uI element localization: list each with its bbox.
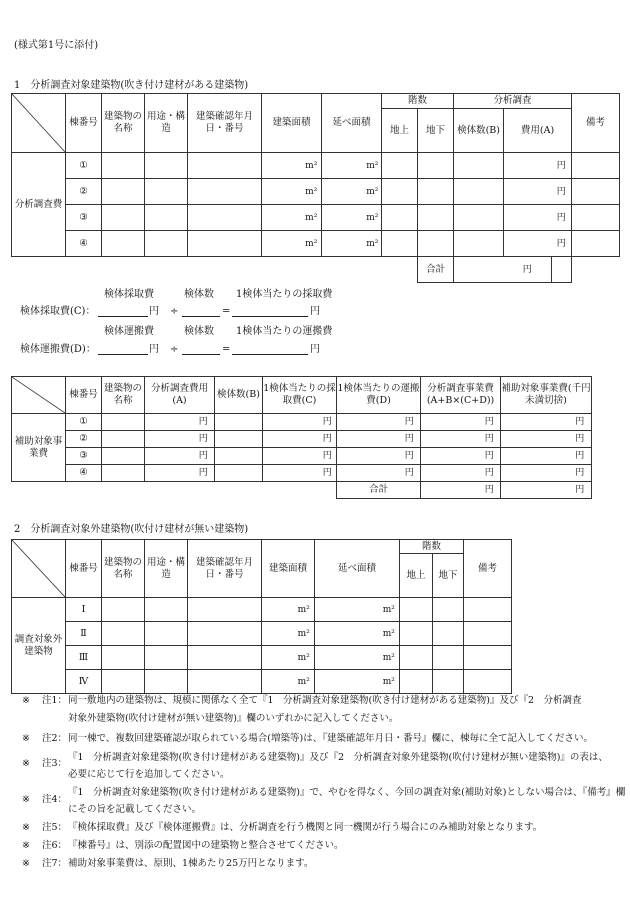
unit-m2: m² — [294, 598, 315, 622]
cell-input[interactable] — [262, 153, 302, 179]
header-area: 建築面積 — [262, 540, 315, 598]
cell-input[interactable] — [315, 622, 379, 646]
section2-title: 2 分析調査対象外建築物(吹付け建材が無い建築物) — [14, 524, 249, 535]
note-text: 対象外建築物(吹付け建材が無い建築物)』欄のいずれかに記入してください。 — [68, 713, 399, 724]
yen-label: 円 — [149, 344, 159, 355]
note-text: 同一棟で、複数回建築確認が取られている場合(増築等)は、『建築確認年月日・番号』欄に、棟毎に全て記入してください。 — [68, 733, 593, 744]
cell-input[interactable] — [145, 622, 188, 646]
cell-input[interactable] — [215, 414, 263, 431]
header-floors: 階数 — [382, 94, 454, 109]
cell-input[interactable] — [102, 598, 145, 622]
cell-input[interactable] — [263, 448, 319, 465]
unit-m2: m² — [302, 205, 322, 231]
unit-yen: 円 — [319, 465, 337, 482]
yen-label: 円 — [149, 306, 159, 317]
unit-yen: 円 — [399, 448, 421, 465]
header-floors: 階数 — [400, 540, 464, 554]
header-above: 地上 — [382, 109, 418, 153]
cell-input[interactable] — [145, 231, 188, 257]
note-text: 『検体採取費』及び『検体運搬費』は、分析調査を行う機関と同一機関が行う場合にのみ補助対象となります。 — [68, 822, 543, 833]
cell-input[interactable] — [263, 414, 319, 431]
total-project-input[interactable] — [421, 482, 479, 499]
header-bldg-no: 棟番号 — [66, 377, 102, 414]
note-label: 注5： — [42, 822, 68, 833]
row-number: ② — [66, 179, 102, 205]
cell-input[interactable] — [418, 231, 454, 257]
divide-sign: ÷ — [170, 306, 179, 317]
cell-input[interactable] — [501, 414, 569, 431]
cell-input[interactable] — [315, 670, 379, 694]
unit-yen: 円 — [479, 448, 501, 465]
diagonal-header-cell — [12, 377, 66, 414]
header-per-c: 1検体当たりの採取費(C) — [263, 377, 337, 414]
cell-input[interactable] — [315, 646, 379, 670]
cell-input[interactable] — [501, 465, 569, 482]
unit-yen: 円 — [399, 414, 421, 431]
cell-input[interactable] — [418, 179, 454, 205]
divide-sign: ÷ — [170, 344, 179, 355]
cell-input[interactable] — [102, 465, 145, 482]
cell-input[interactable] — [188, 179, 262, 205]
cell-input[interactable] — [454, 231, 504, 257]
header-cost-a: 分析調査費用(A) — [145, 377, 215, 414]
transport-cost-input[interactable] — [98, 343, 148, 355]
cell-input[interactable] — [382, 179, 418, 205]
note-label: 注7： — [42, 858, 68, 869]
cell-input[interactable] — [464, 670, 512, 694]
cell-input[interactable] — [400, 646, 433, 670]
sampling-heading-per: 1検体当たりの採取費 — [236, 289, 333, 300]
cell-input[interactable] — [433, 646, 464, 670]
cell-input[interactable] — [262, 205, 302, 231]
cell-input[interactable] — [188, 153, 262, 179]
unit-yen: 円 — [479, 414, 501, 431]
total-label: 合計 — [418, 257, 454, 283]
cell-input[interactable] — [102, 153, 145, 179]
unit-m2: m² — [379, 598, 400, 622]
unit-yen: 円 — [569, 448, 592, 465]
cell-input[interactable] — [504, 179, 552, 205]
header-use: 用途・構造 — [145, 540, 188, 598]
cell-input[interactable] — [145, 465, 193, 482]
note-label: 注4： — [42, 794, 68, 805]
cell-input[interactable] — [262, 622, 294, 646]
unit-yen: 円 — [193, 465, 215, 482]
cell-input[interactable] — [145, 179, 188, 205]
note-mark: ※ — [22, 695, 30, 706]
cell-input[interactable] — [322, 179, 364, 205]
cell-input[interactable] — [145, 448, 193, 465]
cell-input[interactable] — [421, 431, 479, 448]
note-label: 注3： — [42, 758, 68, 769]
cell-input[interactable] — [418, 153, 454, 179]
row-number: ④ — [66, 465, 102, 482]
unit-yen: 円 — [193, 448, 215, 465]
cell-input[interactable] — [145, 414, 193, 431]
cell-input[interactable] — [215, 448, 263, 465]
cell-input[interactable] — [337, 414, 399, 431]
header-floor-area: 延べ面積 — [322, 94, 382, 153]
header-cost: 費用(A) — [504, 109, 572, 153]
unit-yen: 円 — [569, 414, 592, 431]
header-confirm: 建築確認年月日・番号 — [188, 540, 262, 598]
cell-input[interactable] — [102, 179, 145, 205]
unit-m2: m² — [302, 179, 322, 205]
header-bldg-name: 建築物の名称 — [102, 94, 145, 153]
cell-input[interactable] — [572, 231, 620, 257]
cell-input[interactable] — [464, 646, 512, 670]
cell-input[interactable] — [102, 670, 145, 694]
unit-m2: m² — [379, 622, 400, 646]
total-input[interactable] — [454, 257, 504, 283]
cell-input[interactable] — [464, 598, 512, 622]
unit-m2: m² — [364, 231, 382, 257]
header-below: 地下 — [418, 109, 454, 153]
header-bldg-no: 棟番号 — [66, 540, 102, 598]
note-text: 補助対象事業費は、原則、1棟あたり25万円となります。 — [68, 858, 314, 869]
cell-input[interactable] — [262, 598, 294, 622]
cell-input[interactable] — [102, 431, 145, 448]
cell-input[interactable] — [421, 414, 479, 431]
unit-yen: 円 — [319, 431, 337, 448]
total-label: 合計 — [337, 482, 421, 499]
sampling-heading-count: 検体数 — [184, 289, 214, 300]
unit-yen: 円 — [399, 431, 421, 448]
note-mark: ※ — [22, 758, 30, 769]
cell-input[interactable] — [263, 431, 319, 448]
unit-yen: 円 — [552, 179, 572, 205]
cell-input[interactable] — [433, 598, 464, 622]
unit-yen: 円 — [193, 431, 215, 448]
header-area: 建築面積 — [262, 94, 322, 153]
unit-yen: 円 — [552, 231, 572, 257]
cell-input[interactable] — [315, 598, 379, 622]
unit-m2: m² — [294, 670, 315, 694]
header-use: 用途・構造 — [145, 94, 188, 153]
cell-input[interactable] — [337, 431, 399, 448]
header-remarks: 備考 — [464, 540, 512, 598]
cell-input[interactable] — [572, 179, 620, 205]
cell-input[interactable] — [400, 670, 433, 694]
header-bldg-no: 棟番号 — [66, 94, 102, 153]
row-number: ② — [66, 431, 102, 448]
unit-yen: 円 — [319, 414, 337, 431]
cell-input[interactable] — [572, 153, 620, 179]
row-label-excluded: 調査対象外建築物 — [12, 598, 66, 694]
cell-input[interactable] — [188, 646, 262, 670]
cell-input[interactable] — [188, 622, 262, 646]
cell-input[interactable] — [215, 431, 263, 448]
sampling-label: 検体採取費(C)： — [20, 306, 96, 317]
transport-heading-cost: 検体運搬費 — [104, 326, 154, 337]
note-label: 注2： — [42, 733, 68, 744]
cell-input[interactable] — [504, 231, 552, 257]
equals-sign: = — [222, 306, 231, 317]
row-number: ③ — [66, 205, 102, 231]
cell-input[interactable] — [102, 205, 145, 231]
note-text: 同一敷地内の建築物は、規模に関係なく全て『1 分析調査対象建築物(吹き付け建材がある建築物)』及び『2 分析調査 — [68, 695, 582, 706]
unit-yen: 円 — [399, 465, 421, 482]
row-number: ③ — [66, 448, 102, 465]
attachment-label: (様式第1号に添付) — [14, 40, 99, 51]
cell-input[interactable] — [421, 465, 479, 482]
header-target-cost: 補助対象事業費(千円未満切捨) — [501, 377, 592, 414]
section1-table — [11, 93, 620, 283]
equals-sign: = — [222, 344, 231, 355]
header-bldg-name: 建築物の名称 — [102, 540, 145, 598]
header-above: 地上 — [400, 554, 433, 598]
note-mark: ※ — [22, 840, 30, 851]
cell-input[interactable] — [262, 231, 302, 257]
cell-input[interactable] — [102, 622, 145, 646]
cell-input[interactable] — [382, 231, 418, 257]
cell-input[interactable] — [145, 646, 188, 670]
unit-m2: m² — [364, 179, 382, 205]
row-number: ① — [66, 414, 102, 431]
cell-input[interactable] — [262, 179, 302, 205]
unit-yen: 円 — [569, 431, 592, 448]
header-samples-b: 検体数(B) — [215, 377, 263, 414]
sampling-cost-input[interactable] — [98, 305, 148, 317]
unit-yen: 円 — [552, 205, 572, 231]
unit-m2: m² — [294, 646, 315, 670]
unit-yen: 円 — [319, 448, 337, 465]
unit-yen: 円 — [569, 465, 592, 482]
note-mark: ※ — [22, 822, 30, 833]
header-below: 地下 — [433, 554, 464, 598]
cell-input[interactable] — [382, 153, 418, 179]
cell-input[interactable] — [215, 465, 263, 482]
cell-input[interactable] — [400, 622, 433, 646]
subsidy-table — [11, 376, 592, 499]
unit-yen: 円 — [552, 153, 572, 179]
cell-input[interactable] — [454, 179, 504, 205]
cell-input[interactable] — [145, 431, 193, 448]
unit-yen: 円 — [479, 431, 501, 448]
unit-yen: 円 — [479, 465, 501, 482]
cell-input[interactable] — [382, 205, 418, 231]
note-mark: ※ — [22, 858, 30, 869]
cell-input[interactable] — [145, 205, 188, 231]
header-remarks: 備考 — [572, 94, 620, 153]
row-number: ① — [66, 153, 102, 179]
cell-input[interactable] — [433, 622, 464, 646]
yen-label: 円 — [310, 306, 320, 317]
row-number: Ⅰ — [66, 598, 102, 622]
row-number: Ⅳ — [66, 670, 102, 694]
transport-label: 検体運搬費(D)： — [20, 344, 96, 355]
header-analysis: 分析調査 — [454, 94, 572, 109]
cell-input[interactable] — [263, 465, 319, 482]
cell-input[interactable] — [552, 257, 572, 283]
unit-yen: 円 — [193, 414, 215, 431]
header-floor-area: 延べ面積 — [315, 540, 400, 598]
cell-input[interactable] — [262, 670, 294, 694]
cell-input[interactable] — [188, 231, 262, 257]
section1-title: 1 分析調査対象建築物(吹き付け建材がある建築物) — [14, 80, 249, 91]
cell-input[interactable] — [337, 448, 399, 465]
row-number: Ⅱ — [66, 622, 102, 646]
transport-per-input[interactable] — [232, 343, 308, 355]
row-number: Ⅲ — [66, 646, 102, 670]
row-number: ④ — [66, 231, 102, 257]
cell-input[interactable] — [433, 670, 464, 694]
note-text: にその旨を記載してください。 — [68, 804, 202, 815]
transport-heading-count: 検体数 — [184, 326, 214, 337]
transport-count-input[interactable] — [182, 343, 220, 355]
unit-yen: 円 — [504, 257, 552, 283]
cell-input[interactable] — [102, 414, 145, 431]
unit-m2: m² — [302, 231, 322, 257]
header-samples: 検体数(B) — [454, 109, 504, 153]
unit-m2: m² — [294, 622, 315, 646]
note-mark: ※ — [22, 733, 30, 744]
header-bldg-name: 建築物の名称 — [102, 377, 145, 414]
cell-input[interactable] — [102, 646, 145, 670]
unit-m2: m² — [379, 646, 400, 670]
section2-table — [11, 539, 512, 694]
cell-input[interactable] — [188, 670, 262, 694]
note-text: 『棟番号』は、別添の配置図中の建築物と整合させてください。 — [68, 840, 344, 851]
unit-m2: m² — [364, 205, 382, 231]
note-label: 注1： — [42, 695, 68, 706]
note-text: 『1 分析調査対象建築物(吹き付け建材がある建築物)』で、やむを得なく、今回の調査対象(補助対象)としない場合は、『備考』欄 — [68, 787, 626, 798]
cell-input[interactable] — [504, 205, 552, 231]
cell-input[interactable] — [504, 153, 552, 179]
unit-yen: 円 — [569, 482, 592, 499]
cell-input[interactable] — [322, 153, 364, 179]
cell-input[interactable] — [262, 646, 294, 670]
unit-yen: 円 — [479, 482, 501, 499]
total-target-input[interactable] — [501, 482, 569, 499]
cell-input[interactable] — [464, 622, 512, 646]
cell-input[interactable] — [102, 231, 145, 257]
unit-m2: m² — [302, 153, 322, 179]
transport-heading-per: 1検体当たりの運搬費 — [236, 326, 333, 337]
note-label: 注6： — [42, 840, 68, 851]
sampling-heading-cost: 検体採取費 — [104, 289, 154, 300]
cell-input[interactable] — [188, 205, 262, 231]
row-label-analysis-cost: 分析調査費 — [12, 153, 66, 257]
header-project-cost: 分析調査事業費(A+B×(C+D)) — [421, 377, 501, 414]
unit-m2: m² — [364, 153, 382, 179]
cell-input[interactable] — [421, 448, 479, 465]
header-confirm: 建築確認年月日・番号 — [188, 94, 262, 153]
diagonal-header-cell — [12, 94, 66, 153]
cell-input[interactable] — [501, 431, 569, 448]
cell-input[interactable] — [145, 598, 188, 622]
note-text: 必要に応じて行を追加してください。 — [68, 769, 230, 780]
note-mark: ※ — [22, 794, 30, 805]
cell-input[interactable] — [322, 231, 364, 257]
cell-input[interactable] — [102, 448, 145, 465]
cell-input[interactable] — [145, 153, 188, 179]
cell-input[interactable] — [337, 465, 399, 482]
unit-m2: m² — [379, 670, 400, 694]
cell-input[interactable] — [400, 598, 433, 622]
cell-input[interactable] — [572, 205, 620, 231]
cell-input[interactable] — [418, 205, 454, 231]
diagonal-header-cell — [12, 540, 66, 598]
sampling-count-input[interactable] — [182, 305, 220, 317]
cell-input[interactable] — [188, 598, 262, 622]
note-text: 『1 分析調査対象建築物(吹き付け建材がある建築物)』及び『2 分析調査対象外建築物(吹付け建材が無い建築物)』の表は、 — [68, 752, 608, 763]
sampling-per-input[interactable] — [232, 305, 308, 317]
cell-input[interactable] — [501, 448, 569, 465]
row-label-subsidy: 補助対象事業費 — [12, 414, 66, 482]
cell-input[interactable] — [145, 670, 188, 694]
header-per-d: 1検体当たりの運搬費(D) — [337, 377, 421, 414]
cell-input[interactable] — [454, 205, 504, 231]
yen-label: 円 — [310, 344, 320, 355]
cell-input[interactable] — [454, 153, 504, 179]
cell-input[interactable] — [322, 205, 364, 231]
